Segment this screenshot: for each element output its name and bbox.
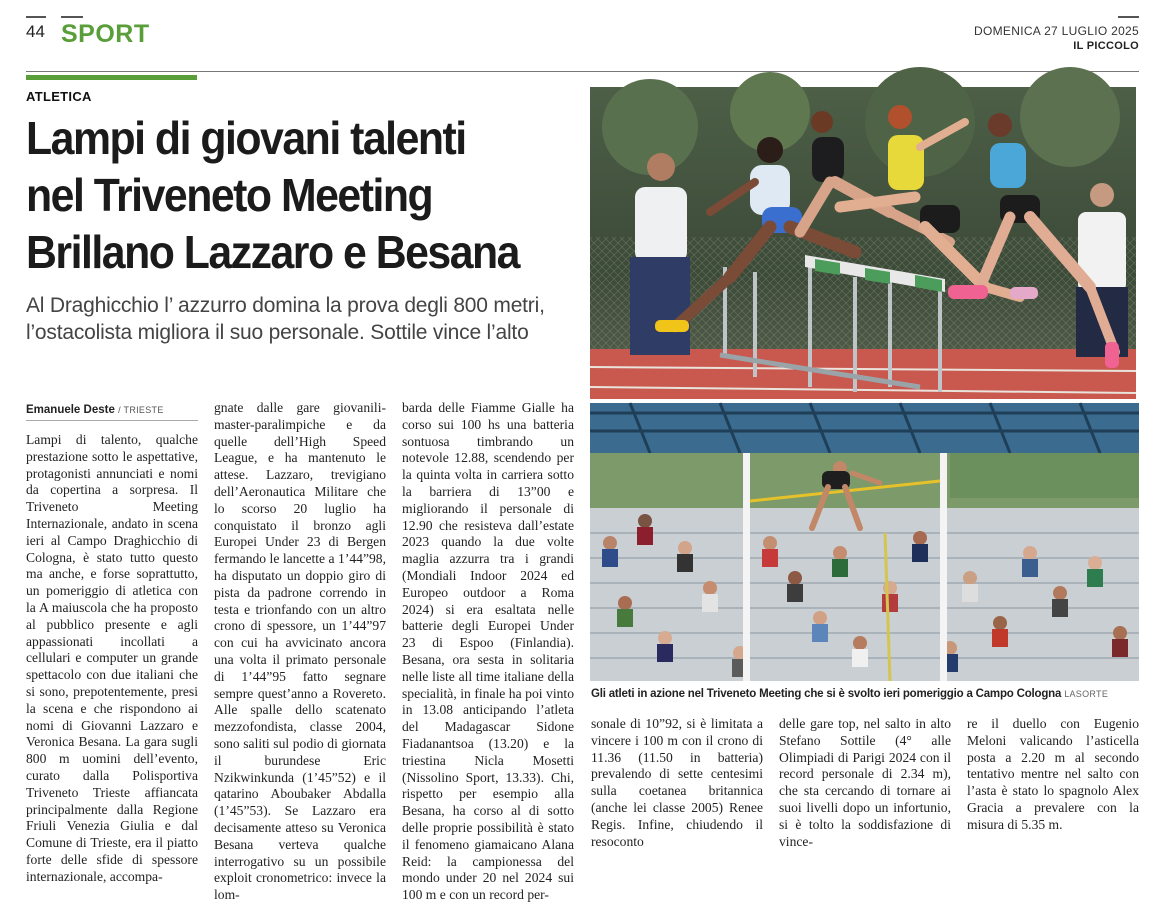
header-tick-left: [26, 16, 46, 18]
body-column-3: barda delle Fiamme Gialle ha corso sui 100 hs una batteria sontuosa timbrando un notevole 12.88, scendendo per la quinta volta in carriera sotto la barriera di 13”00 e migliorando il personale di 12.90 che resisteva dall’estate 2023 quando la due volte maglia azzurra tra i grandi (Mondiali Indoor 2024 ed Europeo outdoor a Roma 2024) si era esaltata nelle batterie degli Europei Under 23 di Espoo (Finlandia). Besana, ora sesta in solitaria nelle liste all time italiane della specialità, in finale ha poi vinto in 13.08 anticipando l’atleta del Madagascar Sidone Fiadanantsoa (13.20) e la triestina Nicla Mosetti (Nissolino Sport, 13.33). Chi, rispetto per esempio alla Besana, ha corso al di sotto delle proprie possibilità è stato il fenomeno giamaicano Alana Reid: la campionessa del mondo under 20 nel 2024 sui 100 m e con un record per-: [402, 400, 574, 903]
article-kicker: ATLETICA: [26, 89, 92, 104]
headline-line: Lampi di giovani talenti: [26, 112, 466, 164]
page-number: 44: [26, 22, 45, 41]
photo-caption: [591, 688, 1140, 700]
issue-date: DOMENICA 27 LUGLIO 2025: [974, 24, 1139, 38]
body-column-2: gnate dalle gare giovanili-master-paralimpiche e da quelle dell’High Speed League, e ha mantenuto le attese. Lazzaro, trevigiano dell’Aeronautica Militare che lo scorso 20 luglio ha conquistato il bronzo agli Europei Under 23 di Bergen fermando le lancette a 1’44”98, ha disputato un doppio giro di pista da padrone correndo in testa e trionfando con un altro crono di spessore, un 1’44”97 con cui ha avvicinato ancora una volta il primato personale di 1’44”95 fatto segnare sempre quest’anno a Rovereto. Alle spalle dello scatenato mezzofondista, classe 2004, sono saliti sul podio di giornata il burundese Eric Nzikwinkunda (1’45”52) e il qatarino Aboubaker Abdalla (1’45”53). Se Lazzaro era decisamente atteso su Veronica Besana verteva qualche interrogativo su un possibile exploit cronometrico: invece la lom-: [214, 400, 386, 903]
deck-line: l’ostacolista migliora il suo personale. Sottile vince l’alto: [26, 321, 529, 344]
body-column-6: re il duello con Eugenio Meloni valicando l’asticella posta a 2.20 m al secondo tentativo mentre nel salto con l’asta è stato lo spagnolo Alex Gracia a prevalere con la misura di 5.35 m.: [967, 716, 1139, 832]
body-column-5: delle gare top, nel salto in alto Stefano Sottile (4° alle Olimpiadi di Parigi 2024 con il record personale di 2.34 m), che sta cercando di tornare ai suoi livelli dopo un infortunio, si è tolto la soddisfazione di vince-: [779, 716, 951, 849]
byline-place: TRIESTE: [123, 405, 164, 415]
article-headline: [26, 110, 547, 281]
hurdles-photo: [590, 87, 1136, 399]
article-deck: [26, 292, 586, 346]
photo-credit: LASORTE: [1064, 689, 1109, 699]
headline-line: nel Triveneto Meeting: [26, 169, 433, 221]
byline-rule: [26, 420, 198, 421]
deck-line: Al Draghicchio l’ azzurro domina la prova degli 800 metri,: [26, 294, 545, 317]
author-name: Emanuele Deste: [26, 404, 115, 416]
pole-vault-photo: [590, 403, 1139, 681]
section-title: SPORT: [61, 20, 150, 48]
header-tick-right: [1118, 16, 1139, 18]
body-column-4: sonale di 10”92, si è limitata a vincere i 100 m con il crono di 11.36 (11.50 in batteria) prevalendo di sette centesimi sulla coetanea britannica (anche lei classe 2005) Renee Regis. Infine, chiudendo il resoconto: [591, 716, 763, 849]
newspaper-name: IL PICCOLO: [1073, 40, 1139, 52]
header-tick-section: [61, 16, 83, 18]
caption-text: Gli atleti in azione nel Triveneto Meeting che si è svolto ieri pomeriggio a Campo Cologna: [591, 688, 1062, 700]
headline-line: Brillano Lazzaro e Besana: [26, 226, 519, 278]
header-rule: [26, 71, 1139, 72]
section-accent-bar: [26, 75, 197, 80]
body-column-1: Lampi di talento, qualche prestazione sotto le aspettative, protagonisti annunciati e nomi da copertina a sorpresa. Il Triveneto Meeting Internazionale, andato in scena ieri al Campo Draghicchio di Cologna, è stato tutto questo ma anche, e forse soprattutto, un pomeriggio di atletica con la A maiuscola che ha proposto al pubblico presente e agli appassionati incollati a cellulari e computer un grande spettacolo con due italiani che si sono, prepotentemente, presi la scena e che rispondono ai nomi di Giovanni Lazzaro e Veronica Besana. La gara sugli 800 m uomini dell’evento, curato dalla Polisportiva Triveneto Trieste affiancata principalmente dalla Regione Friuli Venezia Giulia e dal Comune di Trieste, era il piatto forte delle sfide di spessore internazionale, accompa-: [26, 432, 198, 884]
article-byline: Emanuele Deste / TRIESTE: [26, 404, 164, 416]
